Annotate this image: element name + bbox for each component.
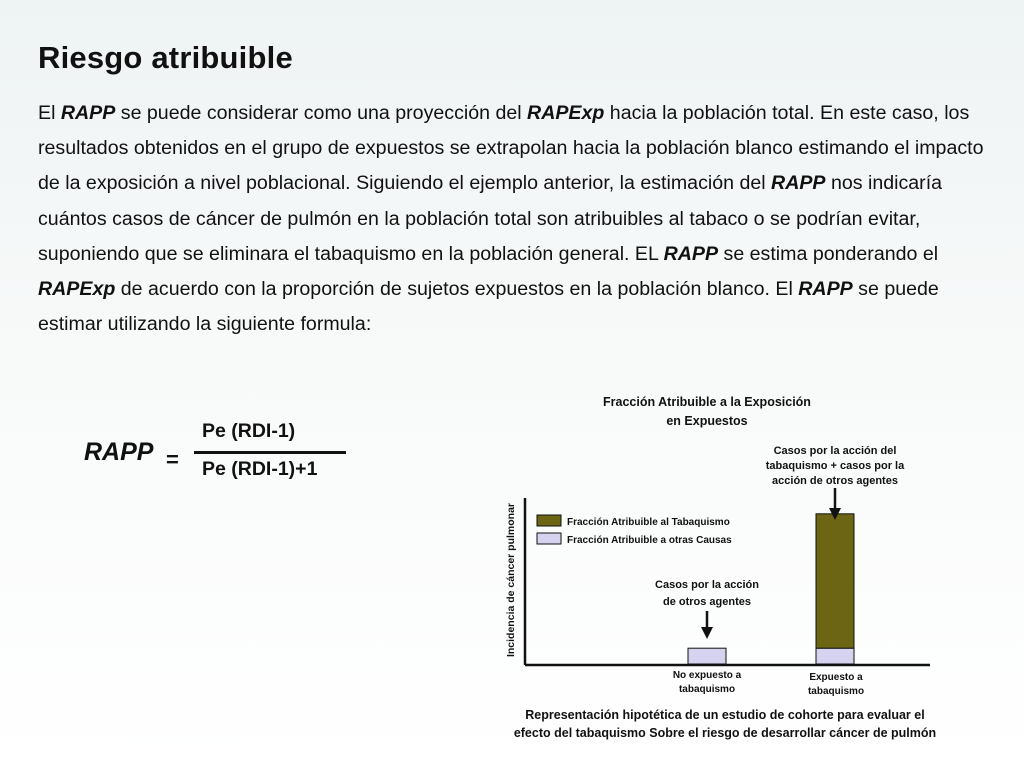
emphasis-term: RAPP [771,172,826,195]
annotation-unexposed-line-1: Casos por la acción [655,579,759,591]
legend-swatch-tabaquismo [537,515,561,526]
emphasis-term: RAPExp [527,102,605,124]
category-label-exposed-line-1: Expuesto a [809,672,863,683]
emphasis-term: RAPP [60,102,116,124]
paragraph-text: de acuerdo con la proporción de sujetos expuestos en la población blanco. El [115,278,799,301]
emphasis-term: RAPP [663,242,719,265]
attributable-fraction-chart [480,384,980,702]
legend-label-tabaquismo: Fracción Atribuible al Tabaquismo [567,517,730,528]
emphasis-term: RAPExp [38,278,116,301]
paragraph-text: se puede considerar como una proyección del [115,102,528,124]
body-paragraph [38,96,993,342]
rapp-formula [84,420,364,490]
fraction-bar [194,451,346,454]
chart-title-line-1: Fracción Atribuible a la Exposición [603,395,811,409]
legend-label-otras-causas: Fracción Atribuible a otras Causas [567,535,732,546]
bar-segment-tabaquismo-expuesto [816,514,854,648]
paragraph-text: nos indicaría cuántos casos de cáncer de pulmón en la población total son atribuibles al tabaco o se podrían evitar, suponiendo que se eliminara el tabaquismo en la población general. EL [38,172,943,265]
category-label-unexposed-line-2: tabaquismo [678,684,736,695]
annotation-exposed-line-2: tabaquismo + casos por la [765,460,905,472]
paragraph-text: se puede estimar utilizando la siguiente formula: [38,278,939,336]
paragraph-text: hacia la población total. En este caso, los resultados obtenidos en el grupo de expuestos se extrapolan hacia la población blanco estimando el impacto de la exposición a nivel poblacional. Siguiendo el ejemplo anterior, la estimación del [38,102,984,195]
bar-segment-otras-causas-expuesto [816,648,854,664]
arrow-unexposed-head [701,627,713,639]
y-axis-label: Incidencia de cáncer pulmonar [505,502,517,658]
formula-numerator: Pe (RDI-1) [202,420,296,442]
category-label-exposed-line-2: tabaquismo [807,686,865,697]
formula-lhs: RAPP [84,438,154,466]
paragraph-text: se estima ponderando el [718,242,939,265]
figure-caption-line-2: efecto del tabaquismo Sobre el riesgo de desarrollar cáncer de pulmón [513,726,937,740]
legend-swatch-otras-causas [537,533,561,544]
emphasis-term: RAPP [798,278,853,301]
annotation-unexposed-line-2: de otros agentes [662,596,752,608]
slide-title: Riesgo atribuible [38,40,293,75]
bar-segment-otras-causas-no-expuesto [688,648,726,664]
formula-equals: = [166,447,179,472]
paragraph-text: El [38,102,61,124]
annotation-exposed-line-3: acción de otros agentes [772,475,898,487]
chart-title-line-2: en Expuestos [666,414,748,428]
formula-denominator: Pe (RDI-1)+1 [202,458,318,480]
category-label-unexposed-line-1: No expuesto a [672,670,742,681]
figure-caption [490,706,960,742]
annotation-exposed-line-1: Casos por la acción del [773,445,897,457]
figure-caption-line-1: Representación hipotética de un estudio de cohorte para evaluar el [525,708,925,722]
